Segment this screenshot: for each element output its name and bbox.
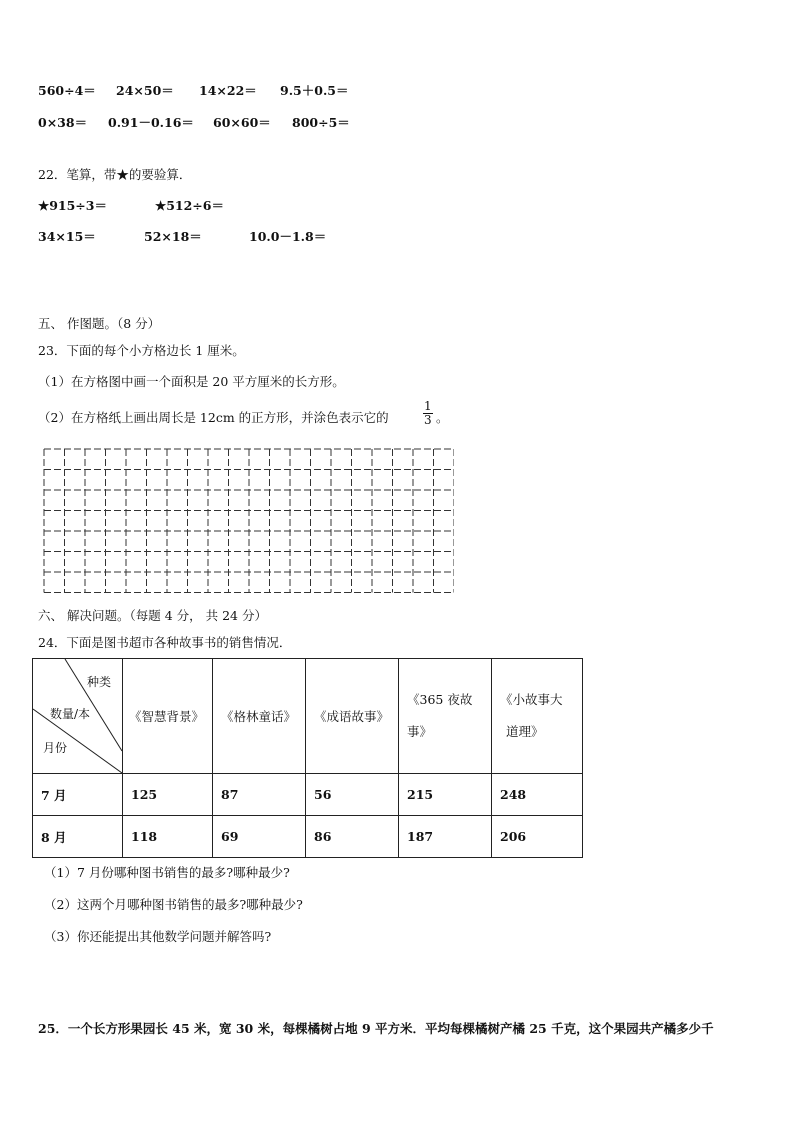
column-header-line: 《365 夜故 xyxy=(407,692,473,707)
column-header: 《智慧背景》 xyxy=(123,659,213,774)
section-6-title: 六、 解决问题。（每题 4 分， 共 24 分） xyxy=(38,608,267,623)
table-row xyxy=(33,816,583,858)
calc-item: ★512÷6＝ xyxy=(155,198,224,213)
column-header-line: 《小故事大 xyxy=(500,692,563,707)
fraction-denominator: 3 xyxy=(424,413,432,427)
table-cell: 206 xyxy=(492,816,583,858)
corner-cell xyxy=(33,659,123,774)
question-24-part-1: （1）7 月份哪种图书销售的最多?哪种最少? xyxy=(44,865,290,880)
column-header-line: 道理》 xyxy=(506,724,544,739)
month-cell: 8 月 xyxy=(33,816,123,858)
square-grid xyxy=(42,447,454,595)
column-header: 《格林童话》 xyxy=(213,659,306,774)
question-24-part-2: （2）这两个月哪种图书销售的最多?哪种最少? xyxy=(44,897,303,912)
calc-item: 34×15＝ xyxy=(38,229,96,244)
calc-item: 14×22＝ xyxy=(199,83,257,98)
column-header: 《成语故事》 xyxy=(306,659,399,774)
question-22-title: 22．笔算，带★的要验算． xyxy=(38,167,192,182)
calc-item: ★915÷3＝ xyxy=(38,198,107,213)
calc-item: 800÷5＝ xyxy=(292,115,350,130)
question-23-part-2-end: 。 xyxy=(436,410,449,425)
table-cell: 87 xyxy=(213,774,306,816)
calc-item: 60×60＝ xyxy=(213,115,271,130)
corner-label-quantity: 数量/本 xyxy=(50,707,91,721)
fraction-one-third xyxy=(423,400,433,427)
corner-label-month: 月份 xyxy=(43,741,68,755)
question-23-part-1: （1）在方格图中画一个面积是 20 平方厘米的长方形。 xyxy=(38,374,345,389)
month-cell: 7 月 xyxy=(33,774,123,816)
calc-item: 9.5＋0.5＝ xyxy=(280,83,349,98)
fraction-numerator: 1 xyxy=(424,399,432,413)
column-header xyxy=(492,659,583,774)
question-23-part-2: （2）在方格纸上画出周长是 12cm 的正方形，并涂色表示它的 xyxy=(38,410,389,425)
table-cell: 187 xyxy=(399,816,492,858)
table-cell: 69 xyxy=(213,816,306,858)
question-25: 25．一个长方形果园长 45 米，宽 30 米，每棵橘树占地 9 平方米．平均每棵橘树产橘 25 千克，这个果园共产橘多少千 xyxy=(38,1021,714,1036)
calc-item: 0.91－0.16＝ xyxy=(108,115,194,130)
table-cell: 86 xyxy=(306,816,399,858)
calc-item: 0×38＝ xyxy=(38,115,88,130)
calc-item: 24×50＝ xyxy=(116,83,174,98)
table-cell: 56 xyxy=(306,774,399,816)
question-24-title: 24．下面是图书超市各种故事书的销售情况． xyxy=(38,635,292,650)
table-cell: 215 xyxy=(399,774,492,816)
column-header xyxy=(399,659,492,774)
question-24-part-3: （3）你还能提出其他数学问题并解答吗? xyxy=(44,929,272,944)
calc-item: 10.0－1.8＝ xyxy=(249,229,327,244)
table-row xyxy=(33,774,583,816)
calc-item: 560÷4＝ xyxy=(38,83,96,98)
section-5-title: 五、 作图题。（8 分） xyxy=(38,316,161,331)
column-header-line: 事》 xyxy=(407,724,433,739)
sales-table xyxy=(32,658,583,858)
calc-item: 52×18＝ xyxy=(144,229,202,244)
table-cell: 118 xyxy=(123,816,213,858)
table-cell: 248 xyxy=(492,774,583,816)
table-header-row xyxy=(33,659,583,774)
corner-label-category: 种类 xyxy=(87,675,112,689)
diagonal-header xyxy=(33,659,122,773)
table-cell: 125 xyxy=(123,774,213,816)
question-23-title: 23．下面的每个小方格边长 1 厘米。 xyxy=(38,343,245,358)
